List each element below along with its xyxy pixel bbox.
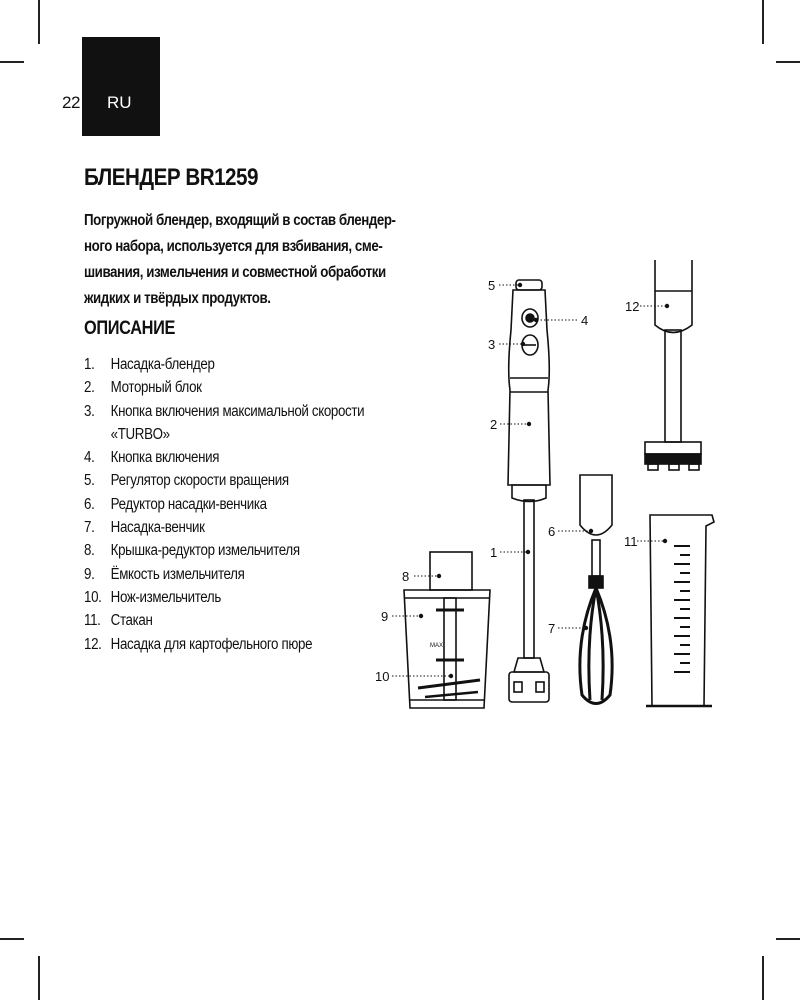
section-title: ОПИСАНИЕ [84,318,176,339]
language-label: RU [107,93,132,112]
list-item: 2. Моторный блок [84,379,202,397]
beaker-scale [674,546,690,672]
masher-plate [645,454,701,464]
intro-line: Погружной блендер, входящий в состав блендер- [84,212,396,229]
crop-mark-bottom-left-h [0,938,24,940]
guard-slot [536,682,544,692]
leader-dot [521,342,525,346]
crop-mark-top-right-h [776,61,800,63]
whisk-attachment [580,475,612,704]
list-item: 9. Ёмкость измельчителя [84,565,245,583]
callout-4: 4 [581,313,589,328]
callout-7: 7 [548,621,556,636]
crop-mark-top-left-h [0,61,24,63]
leader-dot [589,529,593,533]
beaker-body [650,515,714,706]
parts-list [84,353,376,656]
list-item: 10. Нож-измельчитель [84,588,221,606]
attachment-joint [512,485,546,502]
leader-dot [534,318,538,322]
list-item: 8. Крышка-редуктор измельчителя [84,542,300,560]
guard-slot [514,682,522,692]
bowl-max-mark: MAX [430,643,444,649]
list-item: 12. Насадка для картофельного пюре [84,635,313,653]
masher-foot [648,464,658,470]
leader-dot [449,674,453,678]
callout-5: 5 [488,278,496,293]
leader-dot [526,550,530,554]
callout-8: 8 [402,569,410,584]
leader-dot [518,283,522,287]
callout-9: 9 [381,609,389,624]
leader-dot [419,614,423,618]
callout-1: 1 [490,545,498,560]
page-number: 22 [62,93,80,112]
list-item: 11. Стакан [84,612,153,630]
intro-line: жидких и твёрдых продуктов. [84,290,271,307]
leader-lines [392,285,666,676]
measuring-beaker [646,515,714,706]
intro-line: ного набора, используется для взбивания, сме- [84,238,383,255]
chopper-bowl [404,590,490,708]
masher-foot [669,464,679,470]
masher-shaft [665,330,681,442]
leader-dot [527,422,531,426]
list-item: 5. Регулятор скорости вращения [84,472,289,490]
page-title: БЛЕНДЕР BR1259 [84,164,258,191]
whisk-gearbox [580,475,612,535]
intro-line: шивания, измельчения и совместной обработки [84,264,386,281]
leader-dot [665,304,669,308]
blade-guard [509,672,549,702]
leader-dot [663,539,667,543]
chopper-blade [425,692,478,697]
leader-dot [584,626,588,630]
chopper-lid [430,552,472,590]
chopper-blade [418,680,480,688]
language-tab [82,37,160,136]
list-item: 7. Насадка-венчик [84,519,205,537]
list-item: 4. Кнопка включения [84,449,220,467]
crop-mark-top-left-v [38,0,40,44]
power-button-center [526,314,534,322]
blender-diagram [370,260,730,720]
crop-mark-bottom-right-h [776,938,800,940]
crop-mark-top-right-v [762,0,764,44]
intro-paragraph [84,208,394,312]
motor-unit [508,280,550,485]
callout-6: 6 [548,524,556,539]
leader-dot [437,574,441,578]
callout-3: 3 [488,337,496,352]
whisk-collar [589,576,603,588]
masher-attachment [645,260,701,470]
list-item: 6. Редуктор насадки-венчика [84,495,267,513]
masher-base-top [645,442,701,454]
chopper [404,552,490,708]
callout-10: 10 [375,669,390,684]
callout-2: 2 [490,417,498,432]
masher-foot [689,464,699,470]
whisk-wire [580,588,612,704]
blade-guard-top [514,658,544,672]
list-item: 3. Кнопка включения максимальной скорости «TURBO» [84,402,365,443]
callout-12: 12 [625,299,640,314]
crop-mark-bottom-right-v [762,956,764,1000]
blender-shaft [524,500,534,658]
blender-attachment [509,485,549,702]
crop-mark-bottom-left-v [38,956,40,1000]
callout-11: 11 [624,534,638,549]
list-item: 1. Насадка-блендер [84,356,215,373]
whisk-shaft [592,540,600,576]
masher-gearbox [655,260,692,333]
